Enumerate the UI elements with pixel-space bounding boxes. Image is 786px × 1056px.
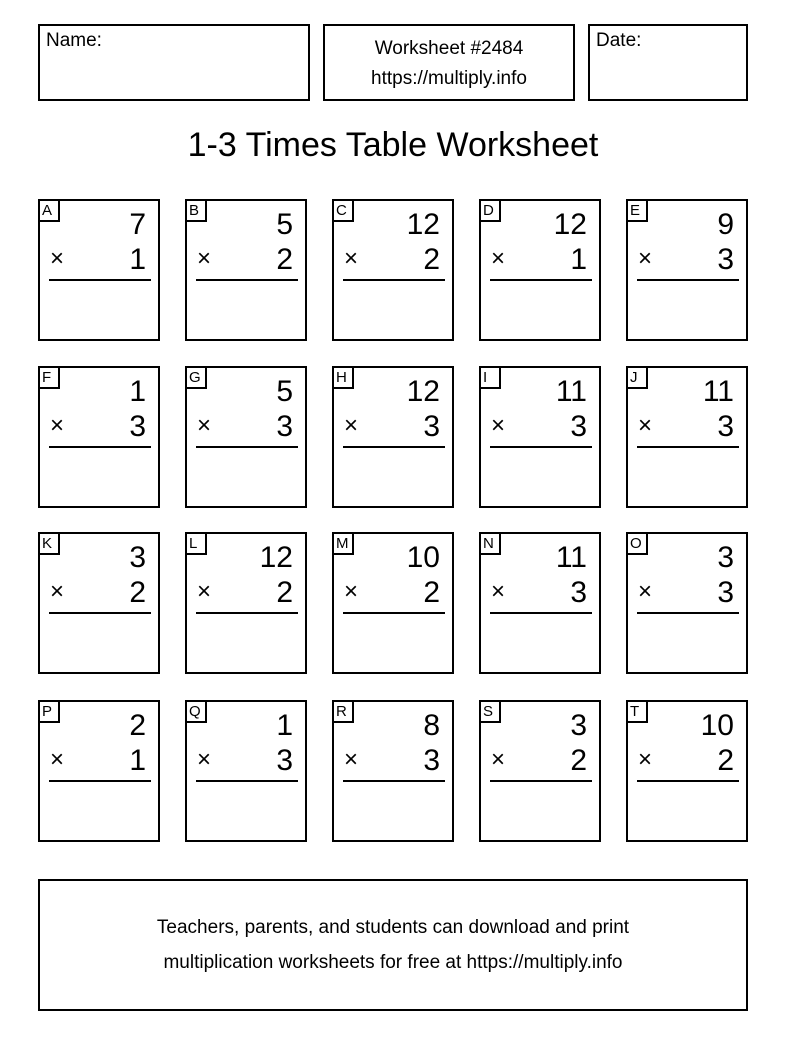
answer-line xyxy=(637,780,739,782)
problem-multiplier: 3 xyxy=(717,243,734,276)
problem-multiplicand: 12 xyxy=(553,208,587,241)
problem-label: J xyxy=(626,366,648,389)
name-box xyxy=(38,24,310,101)
times-sign: × xyxy=(638,245,653,272)
problem-multiplier: 3 xyxy=(717,410,734,443)
problem-card xyxy=(626,366,748,508)
answer-line xyxy=(637,279,739,281)
problem-multiplicand: 12 xyxy=(406,375,440,408)
problem-multiplicand: 7 xyxy=(129,208,146,241)
problem-multiplier: 2 xyxy=(423,243,440,276)
answer-line xyxy=(490,612,592,614)
problem-multiplicand: 8 xyxy=(423,709,440,742)
problem-card xyxy=(185,199,307,341)
problem-card xyxy=(479,532,601,674)
problem-label: H xyxy=(332,366,354,389)
answer-line xyxy=(637,612,739,614)
footer-note-box xyxy=(38,879,748,1011)
problem-multiplier: 2 xyxy=(129,576,146,609)
problem-label: P xyxy=(38,700,60,723)
problem-multiplicand: 12 xyxy=(259,541,293,574)
answer-line xyxy=(343,279,445,281)
problem-multiplier: 1 xyxy=(129,744,146,777)
answer-line xyxy=(196,780,298,782)
problem-multiplicand: 10 xyxy=(700,709,734,742)
footer-text-line-1: Teachers, parents, and students can download and print xyxy=(156,917,630,938)
times-sign: × xyxy=(638,578,653,605)
answer-line xyxy=(49,612,151,614)
problem-card xyxy=(479,199,601,341)
times-sign: × xyxy=(50,578,65,605)
problem-card xyxy=(479,700,601,842)
times-sign: × xyxy=(197,412,212,439)
answer-line xyxy=(490,446,592,448)
answer-line xyxy=(343,612,445,614)
answer-line xyxy=(343,780,445,782)
problem-multiplicand: 11 xyxy=(555,375,587,408)
problem-label: D xyxy=(479,199,501,222)
problem-label: G xyxy=(185,366,207,389)
problem-label: T xyxy=(626,700,648,723)
problem-card xyxy=(185,700,307,842)
problem-label: K xyxy=(38,532,60,555)
problem-label: L xyxy=(185,532,207,555)
problem-card xyxy=(38,366,160,508)
worksheet-info-box xyxy=(323,24,575,101)
times-sign: × xyxy=(197,245,212,272)
problem-label: E xyxy=(626,199,648,222)
problem-multiplicand: 1 xyxy=(276,709,293,742)
times-sign: × xyxy=(638,412,653,439)
problem-multiplier: 2 xyxy=(717,744,734,777)
worksheet-number: Worksheet #2484 xyxy=(374,38,524,59)
answer-line xyxy=(49,780,151,782)
problem-card xyxy=(626,199,748,341)
problem-multiplier: 3 xyxy=(717,576,734,609)
problem-card xyxy=(332,700,454,842)
answer-line xyxy=(49,446,151,448)
problem-multiplier: 3 xyxy=(423,744,440,777)
problem-label: R xyxy=(332,700,354,723)
problem-card xyxy=(332,366,454,508)
problem-label: N xyxy=(479,532,501,555)
answer-line xyxy=(343,446,445,448)
problem-multiplier: 3 xyxy=(570,410,587,443)
problem-multiplier: 2 xyxy=(570,744,587,777)
times-sign: × xyxy=(50,746,65,773)
problem-multiplicand: 11 xyxy=(702,375,734,408)
problem-multiplier: 3 xyxy=(276,744,293,777)
problem-multiplicand: 5 xyxy=(276,208,293,241)
times-sign: × xyxy=(491,245,506,272)
problem-card xyxy=(332,199,454,341)
problem-multiplier: 3 xyxy=(423,410,440,443)
problem-multiplier: 1 xyxy=(129,243,146,276)
problem-label: S xyxy=(479,700,501,723)
name-label: Name: xyxy=(46,30,102,51)
problem-multiplicand: 9 xyxy=(717,208,734,241)
page-title: 1-3 Times Table Worksheet xyxy=(187,126,599,164)
problem-multiplier: 2 xyxy=(423,576,440,609)
times-sign: × xyxy=(50,245,65,272)
times-sign: × xyxy=(344,412,359,439)
problem-multiplicand: 3 xyxy=(129,541,146,574)
problem-card xyxy=(38,532,160,674)
problem-label: F xyxy=(38,366,60,389)
problem-multiplicand: 1 xyxy=(129,375,146,408)
times-sign: × xyxy=(344,746,359,773)
times-sign: × xyxy=(491,412,506,439)
problem-multiplicand: 10 xyxy=(406,541,440,574)
problem-label: C xyxy=(332,199,354,222)
date-label: Date: xyxy=(596,30,642,51)
date-box xyxy=(588,24,748,101)
problem-multiplier: 3 xyxy=(129,410,146,443)
problem-multiplier: 3 xyxy=(276,410,293,443)
problem-multiplicand: 3 xyxy=(570,709,587,742)
worksheet-url: https://multiply.info xyxy=(371,68,527,89)
problem-multiplicand: 2 xyxy=(129,709,146,742)
problem-label: I xyxy=(479,366,501,389)
problem-multiplicand: 5 xyxy=(276,375,293,408)
problem-card xyxy=(626,532,748,674)
times-sign: × xyxy=(491,578,506,605)
times-sign: × xyxy=(638,746,653,773)
problem-label: M xyxy=(332,532,354,555)
times-sign: × xyxy=(491,746,506,773)
answer-line xyxy=(196,279,298,281)
problem-card xyxy=(38,700,160,842)
times-sign: × xyxy=(197,746,212,773)
times-sign: × xyxy=(197,578,212,605)
answer-line xyxy=(490,279,592,281)
answer-line xyxy=(196,612,298,614)
problem-card xyxy=(38,199,160,341)
problem-card xyxy=(479,366,601,508)
problem-multiplier: 3 xyxy=(570,576,587,609)
answer-line xyxy=(49,279,151,281)
answer-line xyxy=(196,446,298,448)
footer-text-line-2: multiplication worksheets for free at https://multiply.info xyxy=(163,952,623,973)
problem-label: O xyxy=(626,532,648,555)
problem-multiplicand: 12 xyxy=(406,208,440,241)
answer-line xyxy=(490,780,592,782)
problem-multiplier: 2 xyxy=(276,243,293,276)
problem-card xyxy=(626,700,748,842)
problem-multiplier: 1 xyxy=(570,243,587,276)
problem-card xyxy=(185,532,307,674)
times-sign: × xyxy=(344,578,359,605)
answer-line xyxy=(637,446,739,448)
problem-multiplier: 2 xyxy=(276,576,293,609)
problem-label: B xyxy=(185,199,207,222)
problem-multiplicand: 3 xyxy=(717,541,734,574)
times-sign: × xyxy=(344,245,359,272)
problem-multiplicand: 11 xyxy=(555,541,587,574)
problem-label: Q xyxy=(185,700,207,723)
problem-card xyxy=(332,532,454,674)
times-sign: × xyxy=(50,412,65,439)
problem-label: A xyxy=(38,199,60,222)
problem-card xyxy=(185,366,307,508)
